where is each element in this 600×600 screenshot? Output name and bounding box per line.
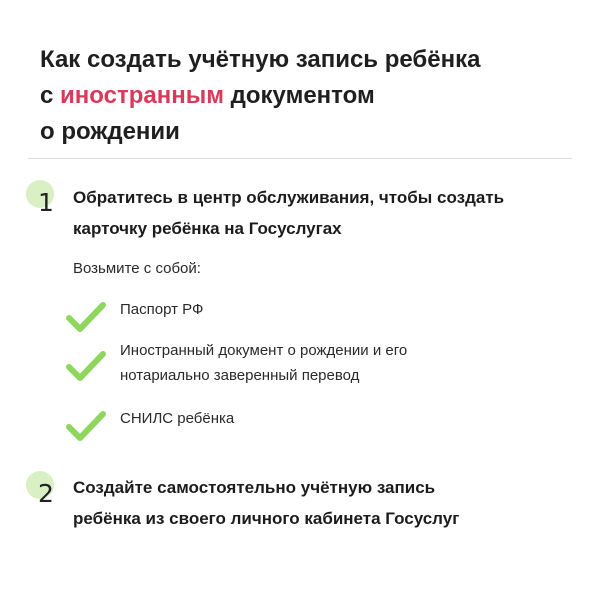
list-item-text-line-2: нотариально заверенный перевод — [120, 367, 360, 384]
list-item-text — [120, 297, 540, 322]
list-item-text-line-1: СНИЛС ребёнка — [120, 410, 235, 427]
list-item-text — [120, 406, 540, 431]
page-title — [40, 42, 570, 150]
list-item-text-line-1: Паспорт РФ — [120, 301, 204, 318]
step-1-title — [73, 182, 583, 244]
title-line-2-prefix: с — [40, 82, 61, 109]
step-1-title-line-1: Обратитесь в центр обслуживания, чтобы создать — [73, 188, 505, 207]
title-line-3: о рождении — [40, 118, 180, 145]
step-2-title — [73, 472, 583, 534]
title-accent-word: иностранным — [60, 82, 224, 109]
list-item-text-line-1: Иностранный документ о рождении и его — [120, 342, 408, 359]
step-2-badge — [26, 471, 62, 507]
step-2-title-line-1: Создайте самостоятельно учётную запись — [73, 478, 436, 497]
step-2-number: 2 — [38, 479, 54, 508]
step-1-badge — [26, 180, 62, 216]
divider — [28, 158, 572, 159]
step-1-title-line-2: карточку ребёнка на Госуслугах — [73, 219, 342, 238]
list-item-text — [120, 338, 540, 388]
title-line-1: Как создать учётную запись ребёнка — [40, 46, 481, 73]
step-1-number: 1 — [38, 188, 54, 217]
step-2-title-line-2: ребёнка из своего личного кабинета Госуслуг — [73, 509, 460, 528]
check-icon — [66, 301, 106, 333]
check-icon — [66, 350, 106, 382]
check-icon — [66, 410, 106, 442]
title-line-2-suffix: документом — [223, 82, 375, 109]
take-with-you-label: Возьмите с собой: — [73, 260, 201, 277]
